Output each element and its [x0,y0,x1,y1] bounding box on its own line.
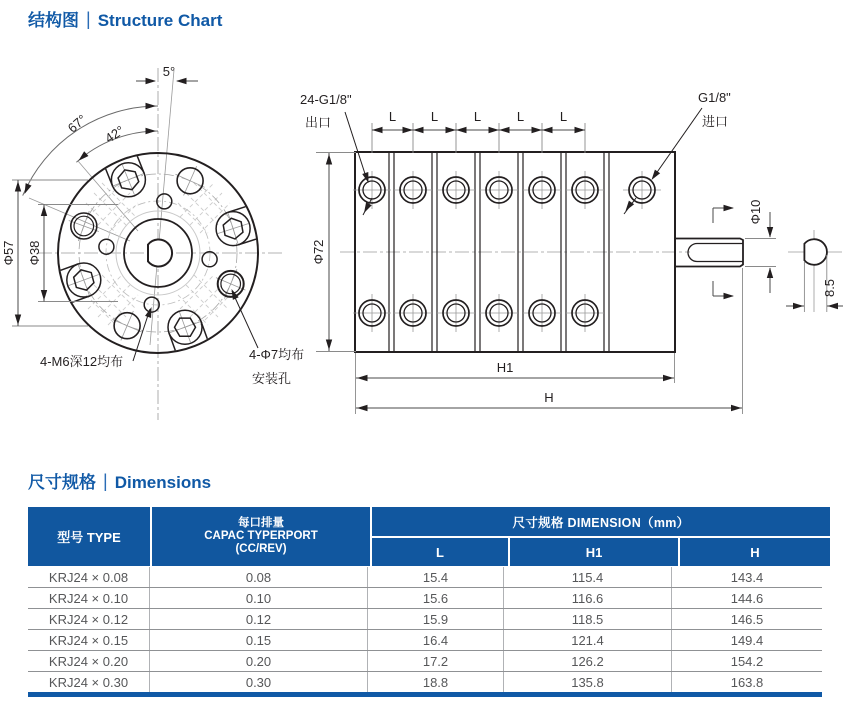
cell-h1: 115.4 [504,567,672,587]
mount-hole [169,160,211,202]
cell-capacity: 0.12 [150,609,368,629]
shaft-bore [148,240,172,267]
title-divider: | [103,471,108,491]
phi7-callout-label: 4-Φ7均布 [249,347,305,362]
cell-type: KRJ24 × 0.10 [28,588,150,608]
cell-capacity: 0.15 [150,630,368,650]
capacity-line-en: CAPAC TYPERPORT [204,530,318,542]
mount-hole [63,205,104,246]
cell-capacity: 0.30 [150,672,368,692]
table-body [28,567,822,692]
front-flange-view [1,64,304,420]
cell-h: 154.2 [730,653,764,669]
h1-dim-label: H1 [496,360,514,375]
hex-bolt [106,156,150,200]
cell-type: KRJ24 × 0.08 [28,567,150,587]
inlet-label: 进口 [702,114,729,129]
dimensions-table [28,507,822,697]
dimensions-title-en: Dimensions [114,473,212,492]
cell-l: 16.4 [368,630,504,650]
dimensions-title-zh: 尺寸规格 [28,473,96,492]
col-header-dimension-group: 尺寸规格 DIMENSION（mm） [372,507,830,536]
capacity-line-unit: (CC/REV) [235,543,287,555]
cell-l: 15.6 [368,588,504,608]
dimensions-title [28,468,211,493]
cell-h1: 135.8 [504,672,672,692]
table-row [28,588,822,609]
table-row [28,651,822,672]
pitch-label: L [559,109,568,124]
cell-type: KRJ24 × 0.30 [28,672,150,692]
title-divider: | [86,9,91,29]
angle-42-label: 42° [102,122,127,146]
pitch-label: L [516,109,525,124]
cell-l: 15.4 [368,567,504,587]
inlet-thread-label: G1/8" [698,90,731,105]
table-row [28,630,822,651]
body-dia-label: Φ72 [311,239,326,265]
pitch-label: L [430,109,439,124]
outlet-thread-label: 24-G1/8" [300,92,352,107]
col-header-capacity [152,507,370,566]
cell-type: KRJ24 × 0.12 [28,609,150,629]
mount-hole [210,263,252,305]
capacity-line-zh: 每口排量 [238,517,284,529]
cell-capacity: 0.20 [150,651,368,671]
dia-57-label: Φ57 [1,240,16,266]
cell-l: 18.8 [368,672,504,692]
cell-l: 17.2 [368,651,504,671]
cell-h: 163.8 [730,674,764,690]
cell-h: 143.4 [730,569,764,585]
shaft-cross-section [804,239,827,265]
drive-shaft [675,239,743,267]
cell-h1: 126.2 [504,651,672,671]
cell-capacity: 0.10 [150,588,368,608]
cell-h: 146.5 [730,611,764,627]
mount-hole-label: 安装孔 [252,371,292,386]
side-section-view [300,90,843,414]
cell-type: KRJ24 × 0.20 [28,651,150,671]
table-bottom-bar [28,692,822,697]
col-header-h: H [680,538,830,566]
table-header [28,507,822,566]
table-row [28,567,822,588]
cell-h1: 118.5 [504,609,672,629]
col-header-type: 型号 TYPE [28,507,150,566]
cell-h: 144.6 [730,590,764,606]
angle-5-label: 5° [162,64,176,79]
pitch-label: L [473,109,482,124]
col-header-h1: H1 [510,538,678,566]
outlet-label: 出口 [305,115,332,130]
cell-capacity: 0.08 [150,567,368,587]
table-row [28,609,822,630]
angle-67-label: 67° [64,111,90,136]
mount-hole [106,305,148,347]
structure-title-en: Structure Chart [97,11,223,30]
cell-type: KRJ24 × 0.15 [28,630,150,650]
m6-callout-label: 4-M6深12均布 [40,354,124,369]
cell-l: 15.9 [368,609,504,629]
dia-38-label: Φ38 [27,240,42,266]
col-header-l: L [372,538,508,566]
h-dim-label: H [544,390,554,405]
cell-h1: 116.6 [504,588,672,608]
pitch-label: L [388,109,397,124]
shaft-dia-label: Φ10 [748,199,763,225]
flat-dim-label: 8.5 [822,278,837,298]
structure-title-zh: 结构图 [28,11,79,30]
cell-h: 149.4 [730,632,764,648]
table-row [28,672,822,692]
cell-h1: 121.4 [504,630,672,650]
